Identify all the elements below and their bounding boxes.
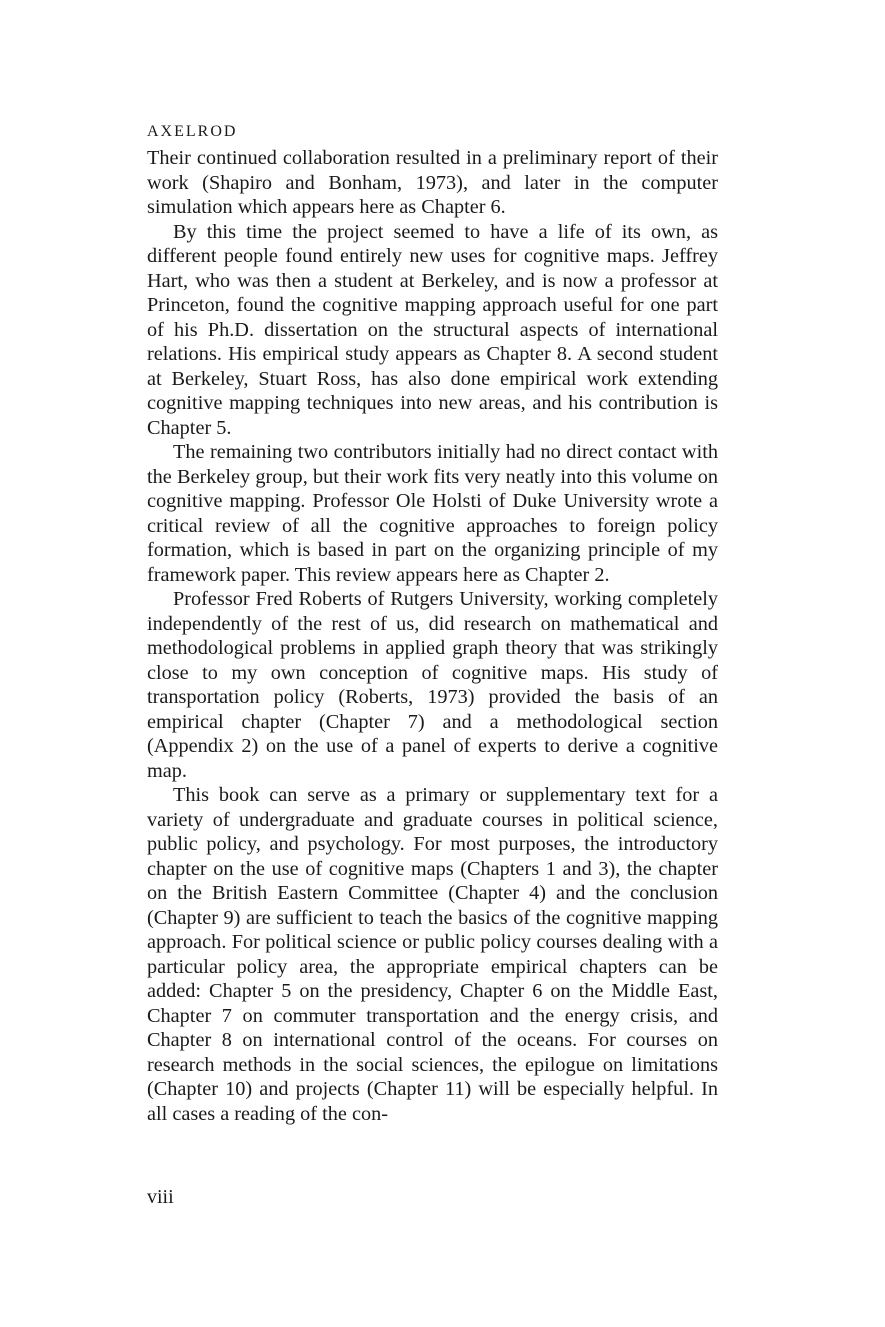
page-number: viii (147, 1186, 174, 1208)
paragraph-3: The remaining two contributors initially had no direct contact with the Berkeley group, but their work fits very neatly into this volume on cognitive mapping. Professor Ole Holsti of Duke University wrote a critical review of all the cognitive approaches to foreign policy formation, which is based in part on the organizing principle of my framework paper. This review appears here as Chapter 2. (147, 441, 718, 586)
running-head: AXELROD (147, 123, 238, 140)
paragraph-5: This book can serve as a primary or supplementary text for a variety of undergraduate and graduate courses in political science, public policy, and psychology. For most purposes, the introductory chapter on the use of cognitive maps (Chapters 1 and 3), the chapter on the British Eastern Committee (Chapter 4) and the conclusion (Chapter 9) are sufficient to teach the basics of the cognitive mapping approach. For political science or public policy courses dealing with a particular policy area, the appropriate empirical chapters can be added: Chapter 5 on the presidency, Chapter 6 on the Middle East, Chapter 7 on commuter transportation and the energy crisis, and Chapter 8 on international control of the oceans. For courses on research methods in the social sciences, the epilogue on limitations (Chapter 10) and projects (Chapter 11) will be especially helpful. In all cases a reading of the con- (147, 784, 718, 1125)
paragraph-4: Professor Fred Roberts of Rutgers University, working completely independently of the rest of us, did research on mathematical and methodological problems in applied graph theory that was strikingly close to my own conception of cognitive maps. His study of transportation policy (Roberts, 1973) provided the basis of an empirical chapter (Chapter 7) and a methodological section (Appendix 2) on the use of a panel of experts to derive a cognitive map. (147, 588, 718, 782)
paragraph-1: Their continued collaboration resulted in a preliminary report of their work (Shapiro and Bonham, 1973), and later in the computer simulation which appears here as Chapter 6. (147, 147, 718, 218)
paragraph-2: By this time the project seemed to have a life of its own, as different people found entirely new uses for cognitive maps. Jeffrey Hart, who was then a student at Berkeley, and is now a professor at Princeton, found the cognitive mapping approach useful for one part of his Ph.D. dissertation on the structural aspects of international relations. His empirical study appears as Chapter 8. A second student at Berkeley, Stuart Ross, has also done empirical work extending cognitive mapping techniques into new areas, and his contribution is Chapter 5. (147, 220, 718, 439)
body-text (147, 146, 718, 1126)
